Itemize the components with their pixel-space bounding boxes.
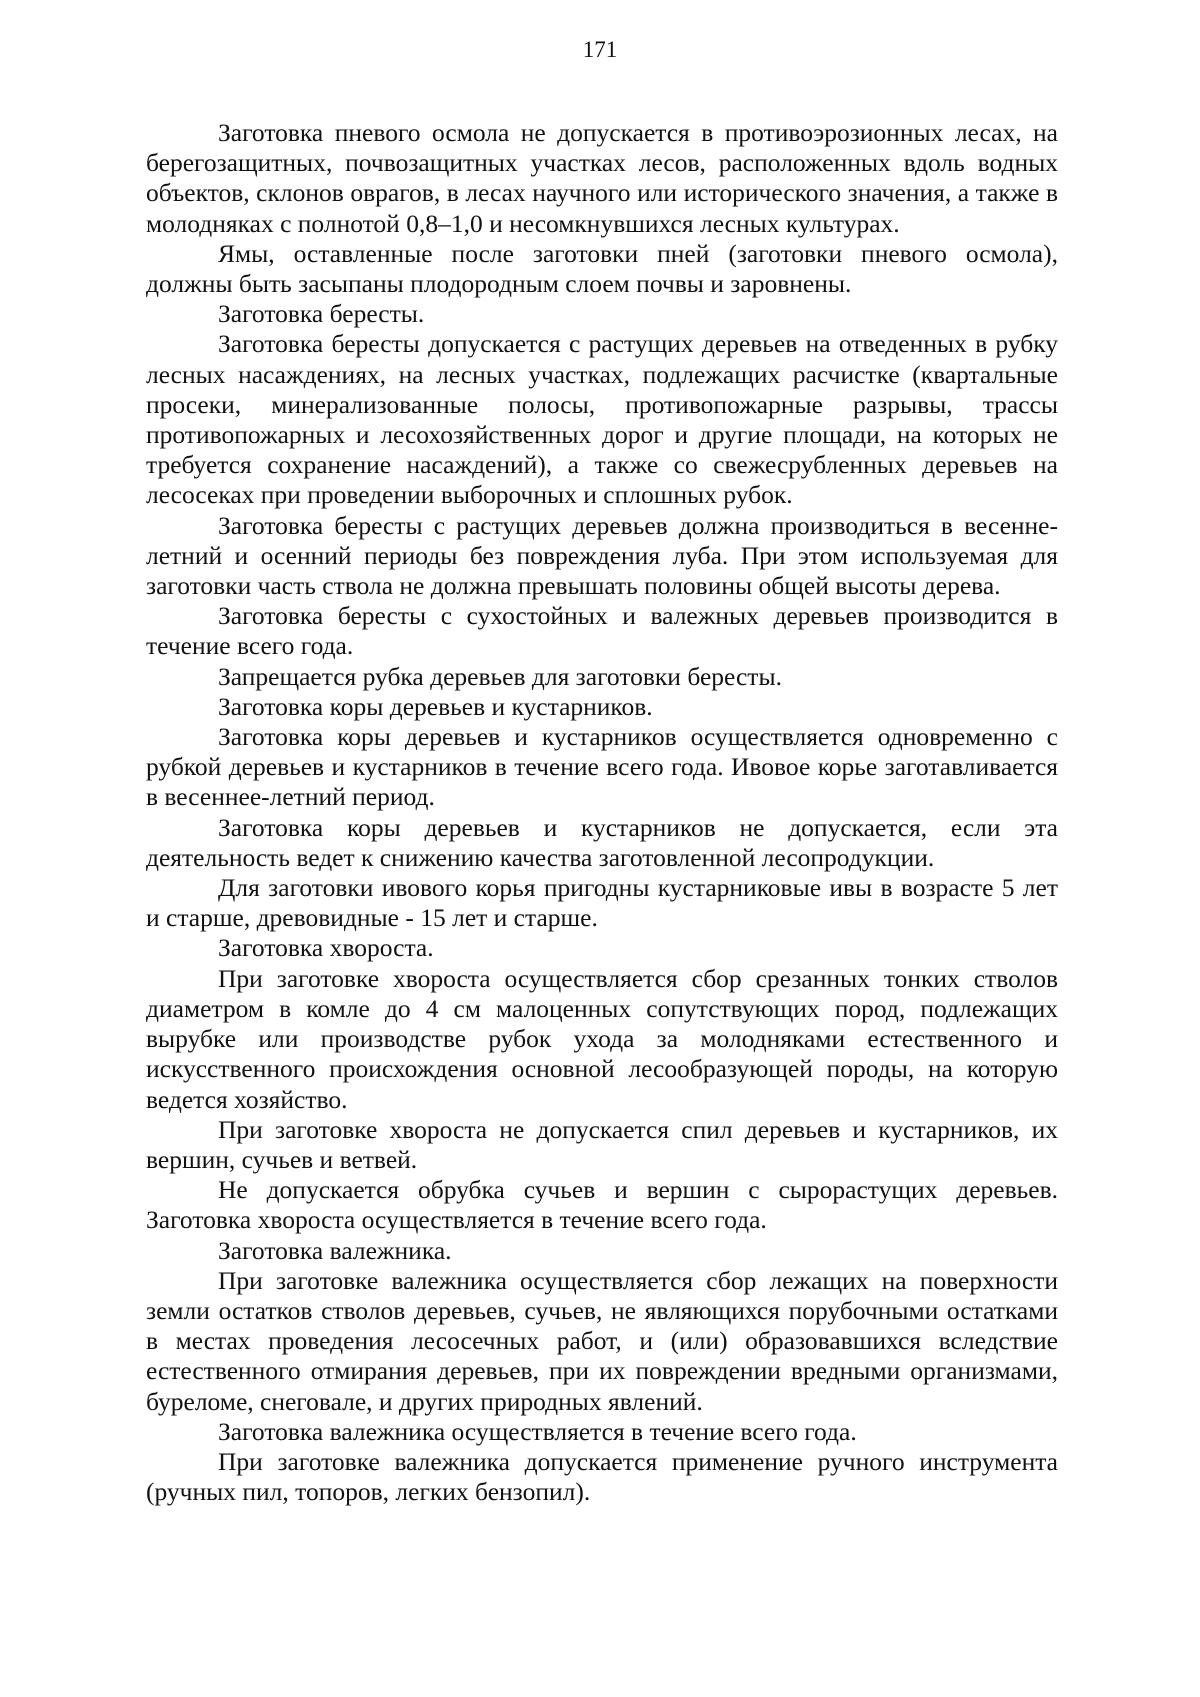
paragraph: Заготовка пневого осмола не допускается в противоэрозионных лесах, на берегозащитных, почвозащитных участках лесов, расположенных вдоль водных объектов, склонов оврагов, в лесах научного или исторического значения, а также в молодняках с полнотой 0,8–1,0 и несомкнувшихся лесных культурах. [146,118,1058,238]
section-heading: Заготовка валежника. [218,1235,452,1265]
paragraph: Заготовка бересты допускается с растущих деревьев на отведенных в рубку лесных насаждениях, на лесных участках, подлежащих расчистке (квартальные просеки, минерализованные полосы, противопожарные разрывы, трассы противопожарных и лесохозяйственных дорог и другие площади, на которых не требуется сохранение насаждений), а также со свежесрубленных деревьев на лесосеках при проведении выборочных и сплошных рубок. [146,329,1058,510]
paragraph: Для заготовки ивового корья пригодны кустарниковые ивы в возрасте 5 лет и старше, древовидные - 15 лет и старше. [146,873,1058,933]
paragraph: Запрещается рубка деревьев для заготовки бересты. [218,661,782,691]
paragraph: Ямы, оставленные после заготовки пней (заготовки пневого осмола), должны быть засыпаны плодородным слоем почвы и заровнены. [146,238,1058,299]
paragraph: Заготовка валежника осуществляется в течение всего года. [218,1416,857,1446]
document-body [146,118,1058,1507]
paragraph: При заготовке валежника допускается применение ручного инструмента (ручных пил, топоров, легких бензопил). [146,1446,1058,1507]
page-number: 171 [582,37,618,62]
section-heading: Заготовка бересты. [218,299,425,329]
paragraph: Заготовка коры деревьев и кустарников осуществляется одновременно с рубкой деревьев и кустарников в течение всего года. Ивовое корье заготавливается в весеннее-летний период. [146,722,1058,812]
section-heading: Заготовка коры деревьев и кустарников. [218,691,653,721]
paragraph: При заготовке валежника осуществляется сбор лежащих на поверхности земли остатков стволов деревьев, сучьев, не являющихся порубочными остатками в местах проведения лесосечных работ, и (или) образовавшихся вследствие естественного отмирания деревьев, при их повреждении вредными организмами, буреломе, снеговале, и других природных явлений. [146,1265,1058,1416]
paragraph: Заготовка коры деревьев и кустарников не допускается, если эта деятельность ведет к снижению качества заготовленной лесопродукции. [146,812,1058,872]
paragraph: При заготовке хвороста осуществляется сбор срезанных тонких стволов диаметром в комле до 4 см малоценных сопутствующих пород, подлежащих вырубке или производстве рубок ухода за молодняками естественного и искусственного происхождения основной лесообразующей породы, на которую ведется хозяйство. [146,963,1058,1114]
paragraph: При заготовке хвороста не допускается спил деревьев и кустарников, их вершин, сучьев и ветвей. [146,1114,1058,1174]
paragraph: Заготовка бересты с растущих деревьев должна производиться в весенне-летний и осенний периоды без повреждения луба. При этом используемая для заготовки часть ствола не должна превышать половины общей высоты дерева. [146,510,1058,601]
paragraph: Заготовка бересты с сухостойных и валежных деревьев производится в течение всего года. [146,601,1058,661]
section-heading: Заготовка хвороста. [218,933,434,963]
paragraph: Не допускается обрубка сучьев и вершин с сырорастущих деревьев. Заготовка хвороста осуществляется в течение всего года. [146,1175,1058,1235]
